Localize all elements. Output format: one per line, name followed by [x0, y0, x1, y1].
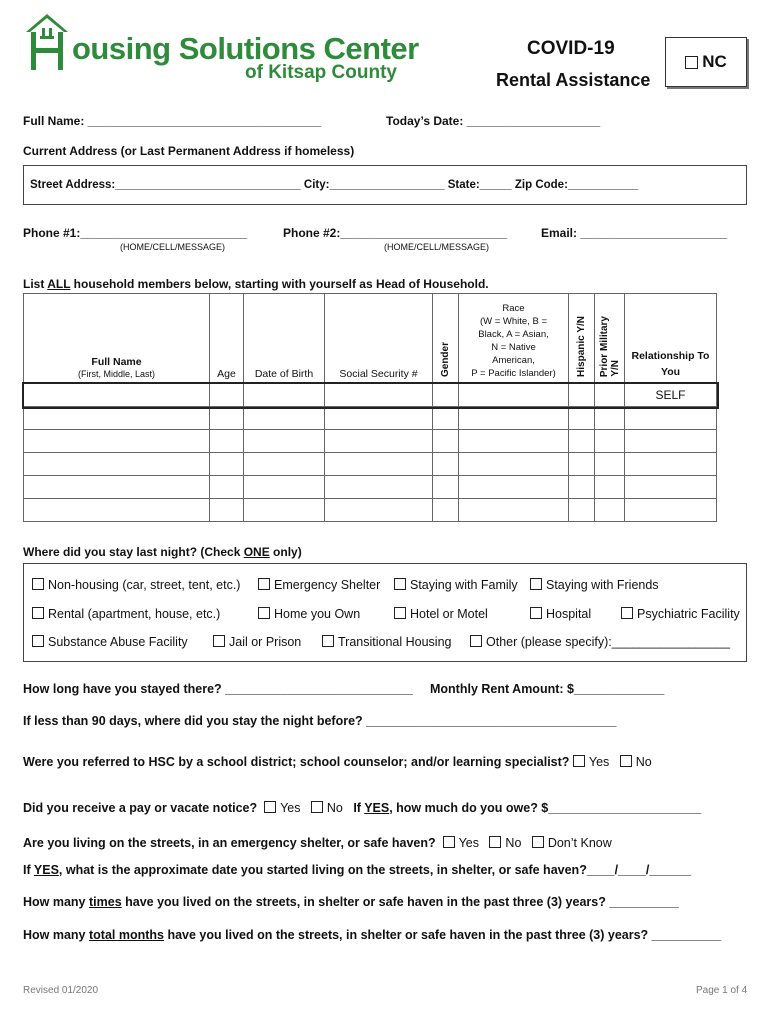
form-subtitle: Rental Assistance [496, 70, 651, 90]
nc-checkbox[interactable] [665, 37, 747, 87]
times-field[interactable]: How many times have you lived on the streets, in shelter or safe haven in the past three (3) years? __________ [23, 895, 679, 909]
table-cell[interactable] [24, 384, 210, 407]
option-non-housing[interactable]: Non-housing (car, street, tent, etc.) [32, 578, 240, 592]
months-field[interactable]: How many total months have you lived on the streets, in shelter or safe haven in the past three (3) years? __________ [23, 928, 722, 942]
table-cell[interactable] [210, 384, 244, 407]
phone2-note: (HOME/CELL/MESSAGE) [384, 242, 490, 252]
how-long-field[interactable]: How long have you stayed there? ___________________________ [23, 682, 413, 696]
option-home-own[interactable]: Home you Own [258, 607, 360, 621]
checkbox-icon [264, 801, 276, 813]
option-psychiatric[interactable]: Psychiatric Facility [621, 607, 740, 621]
logo-title: ousing Solutions Center [72, 31, 419, 66]
col-military: Prior MilitaryY/N [595, 294, 625, 384]
form-title: COVID-19 [527, 38, 615, 59]
checkbox-icon [489, 836, 501, 848]
street-address-field[interactable]: Street Address:_____________________________ City:__________________ State:_____ Zip Code:___________ [30, 179, 639, 191]
logo-subtitle: of Kitsap County [245, 62, 397, 83]
col-ssn: Social Security # [325, 294, 433, 384]
checkbox-icon [470, 635, 482, 647]
table-cell[interactable] [595, 384, 625, 407]
option-hotel-motel[interactable]: Hotel or Motel [394, 607, 488, 621]
page-number: Page 1 of 4 [696, 985, 748, 996]
col-relationship: Relationship To You [625, 294, 717, 384]
living-no[interactable]: No [489, 836, 521, 850]
living-dont-know[interactable]: Don’t Know [532, 836, 612, 850]
approx-date-field[interactable]: If YES, what is the approximate date you started living on the streets, in shelter, or safe haven?____/____/______ [23, 863, 692, 877]
email-field[interactable]: Email: ______________________ [541, 226, 728, 240]
current-address-label: Current Address (or Last Permanent Address if homeless) [23, 144, 355, 158]
living-yes[interactable]: Yes [443, 836, 479, 850]
checkbox-icon [322, 635, 334, 647]
table-cell[interactable] [569, 384, 595, 407]
referred-yes[interactable]: Yes [573, 755, 609, 769]
table-cell[interactable] [459, 384, 569, 407]
referred-no[interactable]: No [620, 755, 652, 769]
less-90-days-field[interactable]: If less than 90 days, where did you stay the night before? ____________________________________ [23, 714, 617, 728]
table-cell[interactable] [244, 384, 325, 407]
household-intro: List ALL household members below, starting with yourself as Head of Household. [23, 277, 489, 291]
option-hospital[interactable]: Hospital [530, 607, 591, 621]
notice-no[interactable]: No [311, 801, 343, 815]
checkbox-icon [620, 755, 632, 767]
relationship-self: SELF [625, 384, 717, 407]
col-gender: Gender [433, 294, 459, 384]
checkbox-icon [32, 635, 44, 647]
notice-question: Did you receive a pay or vacate notice? Yes No If YES, how much do you owe? $______________________ [23, 801, 702, 815]
checkbox-icon [443, 836, 455, 848]
checkbox-icon [394, 578, 406, 590]
notice-yes[interactable]: Yes [264, 801, 300, 815]
col-hispanic: Hispanic Y/N [569, 294, 595, 384]
checkbox-icon [621, 607, 633, 619]
household-table [23, 293, 717, 522]
full-name-field[interactable]: Full Name: ___________________________________ [23, 114, 322, 128]
owe-field[interactable]: If YES, how much do you owe? $______________________ [353, 801, 702, 815]
monthly-rent-field[interactable]: Monthly Rent Amount: $_____________ [430, 682, 665, 696]
referred-question: Were you referred to HSC by a school district; school counselor; and/or learning specialist? Yes No [23, 755, 652, 769]
table-header-row [24, 294, 717, 384]
phone1-note: (HOME/CELL/MESSAGE) [120, 242, 226, 252]
option-other[interactable]: Other (please specify):_________________ [470, 635, 730, 649]
checkbox-icon [32, 607, 44, 619]
option-emergency-shelter[interactable]: Emergency Shelter [258, 578, 380, 592]
checkbox-icon [32, 578, 44, 590]
house-logo-icon [22, 10, 72, 72]
option-staying-family[interactable]: Staying with Family [394, 578, 518, 592]
table-row [24, 476, 717, 499]
option-rental[interactable]: Rental (apartment, house, etc.) [32, 607, 220, 621]
checkbox-icon [258, 578, 270, 590]
option-staying-friends[interactable]: Staying with Friends [530, 578, 659, 592]
option-transitional[interactable]: Transitional Housing [322, 635, 451, 649]
table-row [24, 407, 717, 430]
col-age: Age [210, 294, 244, 384]
todays-date-field[interactable]: Today’s Date: ____________________ [386, 114, 601, 128]
col-dob: Date of Birth [244, 294, 325, 384]
table-cell[interactable] [433, 384, 459, 407]
checkbox-icon [394, 607, 406, 619]
table-row [24, 499, 717, 522]
phone1-field[interactable]: Phone #1:_________________________ [23, 226, 248, 240]
checkbox-icon [530, 578, 542, 590]
stay-question: Where did you stay last night? (Check ONE only) [23, 545, 302, 559]
option-substance-abuse[interactable]: Substance Abuse Facility [32, 635, 188, 649]
revised-date: Revised 01/2020 [23, 985, 99, 996]
table-row [24, 384, 717, 407]
table-row [24, 430, 717, 453]
col-race: Race (W = White, B = Black, A = Asian, N = Native American, P = Pacific Islander) [459, 294, 569, 384]
checkbox-icon [532, 836, 544, 848]
living-question: Are you living on the streets, in an emergency shelter, or safe haven? Yes No Don’t Know [23, 836, 612, 850]
option-jail-prison[interactable]: Jail or Prison [213, 635, 301, 649]
checkbox-icon [573, 755, 585, 767]
checkbox-icon [530, 607, 542, 619]
checkbox-icon [685, 56, 698, 69]
checkbox-icon [213, 635, 225, 647]
phone2-field[interactable]: Phone #2:_________________________ [283, 226, 508, 240]
nc-label: NC [702, 52, 727, 71]
checkbox-icon [258, 607, 270, 619]
table-cell[interactable] [325, 384, 433, 407]
table-row [24, 453, 717, 476]
col-full-name: Full Name (First, Middle, Last) [24, 294, 210, 384]
checkbox-icon [311, 801, 323, 813]
